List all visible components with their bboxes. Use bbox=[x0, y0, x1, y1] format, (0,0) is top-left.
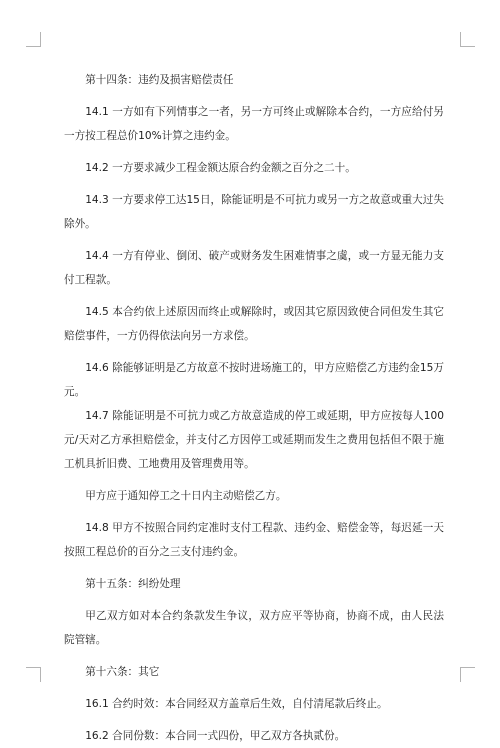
clause-15-body: 甲乙双方如对本合约条款发生争议，双方应平等协商，协商不成，由人民法院管辖。 bbox=[64, 610, 444, 646]
document-body bbox=[64, 68, 444, 748]
crop-mark-bottom-right bbox=[460, 667, 475, 682]
article-16-heading: 第十六条：其它 bbox=[85, 666, 160, 678]
clause-14-7: 14.7 除能证明是不可抗力或乙方故意造成的停工或延期，甲方应按每人100元/天对乙方承担赔偿金，并支付乙方因停工或延期而发生之费用包括但不限于施工机具折旧费、工地费用及管理费用等。 bbox=[64, 410, 444, 470]
clause-14-2: 14.2 一方要求减少工程金额达原合约金额之百分之二十。 bbox=[85, 162, 356, 174]
clause-14-8: 14.8 甲方不按照合同约定准时支付工程款、违约金、赔偿金等，每迟延一天按照工程总价的百分之三支付违约金。 bbox=[64, 522, 444, 558]
clause-14-4: 14.4 一方有停业、倒闭、破产或财务发生困难情事之虞，或一方显无能力支付工程款。 bbox=[64, 250, 444, 286]
crop-mark-top-right bbox=[460, 32, 475, 47]
article-14-heading: 第十四条：违约及损害赔偿责任 bbox=[85, 74, 234, 86]
clause-16-2: 16.2 合同份数：本合同一式四份，甲乙双方各执贰份。 bbox=[85, 730, 346, 742]
crop-mark-top-left bbox=[26, 32, 41, 47]
crop-mark-bottom-left bbox=[26, 667, 41, 682]
clause-14-3: 14.3 一方要求停工达15日，除能证明是不可抗力或另一方之故意或重大过失除外。 bbox=[64, 194, 444, 230]
clause-14-6: 14.6 除能够证明是乙方故意不按时进场施工的，甲方应赔偿乙方违约金15万元。 bbox=[64, 362, 444, 398]
clause-14-7-note: 甲方应于通知停工之十日内主动赔偿乙方。 bbox=[85, 490, 287, 502]
clause-14-1: 14.1 一方如有下列情事之一者，另一方可终止或解除本合约，一方应给付另一方按工程总价10%计算之违约金。 bbox=[64, 106, 444, 142]
clause-16-1: 16.1 合约时效：本合同经双方盖章后生效，自付清尾款后终止。 bbox=[85, 698, 388, 710]
clause-14-5: 14.5 本合约依上述原因而终止或解除时，或因其它原因致使合同但发生其它赔偿事件，一方仍得依法向另一方求偿。 bbox=[64, 306, 444, 342]
article-15-heading: 第十五条：纠纷处理 bbox=[85, 578, 181, 590]
